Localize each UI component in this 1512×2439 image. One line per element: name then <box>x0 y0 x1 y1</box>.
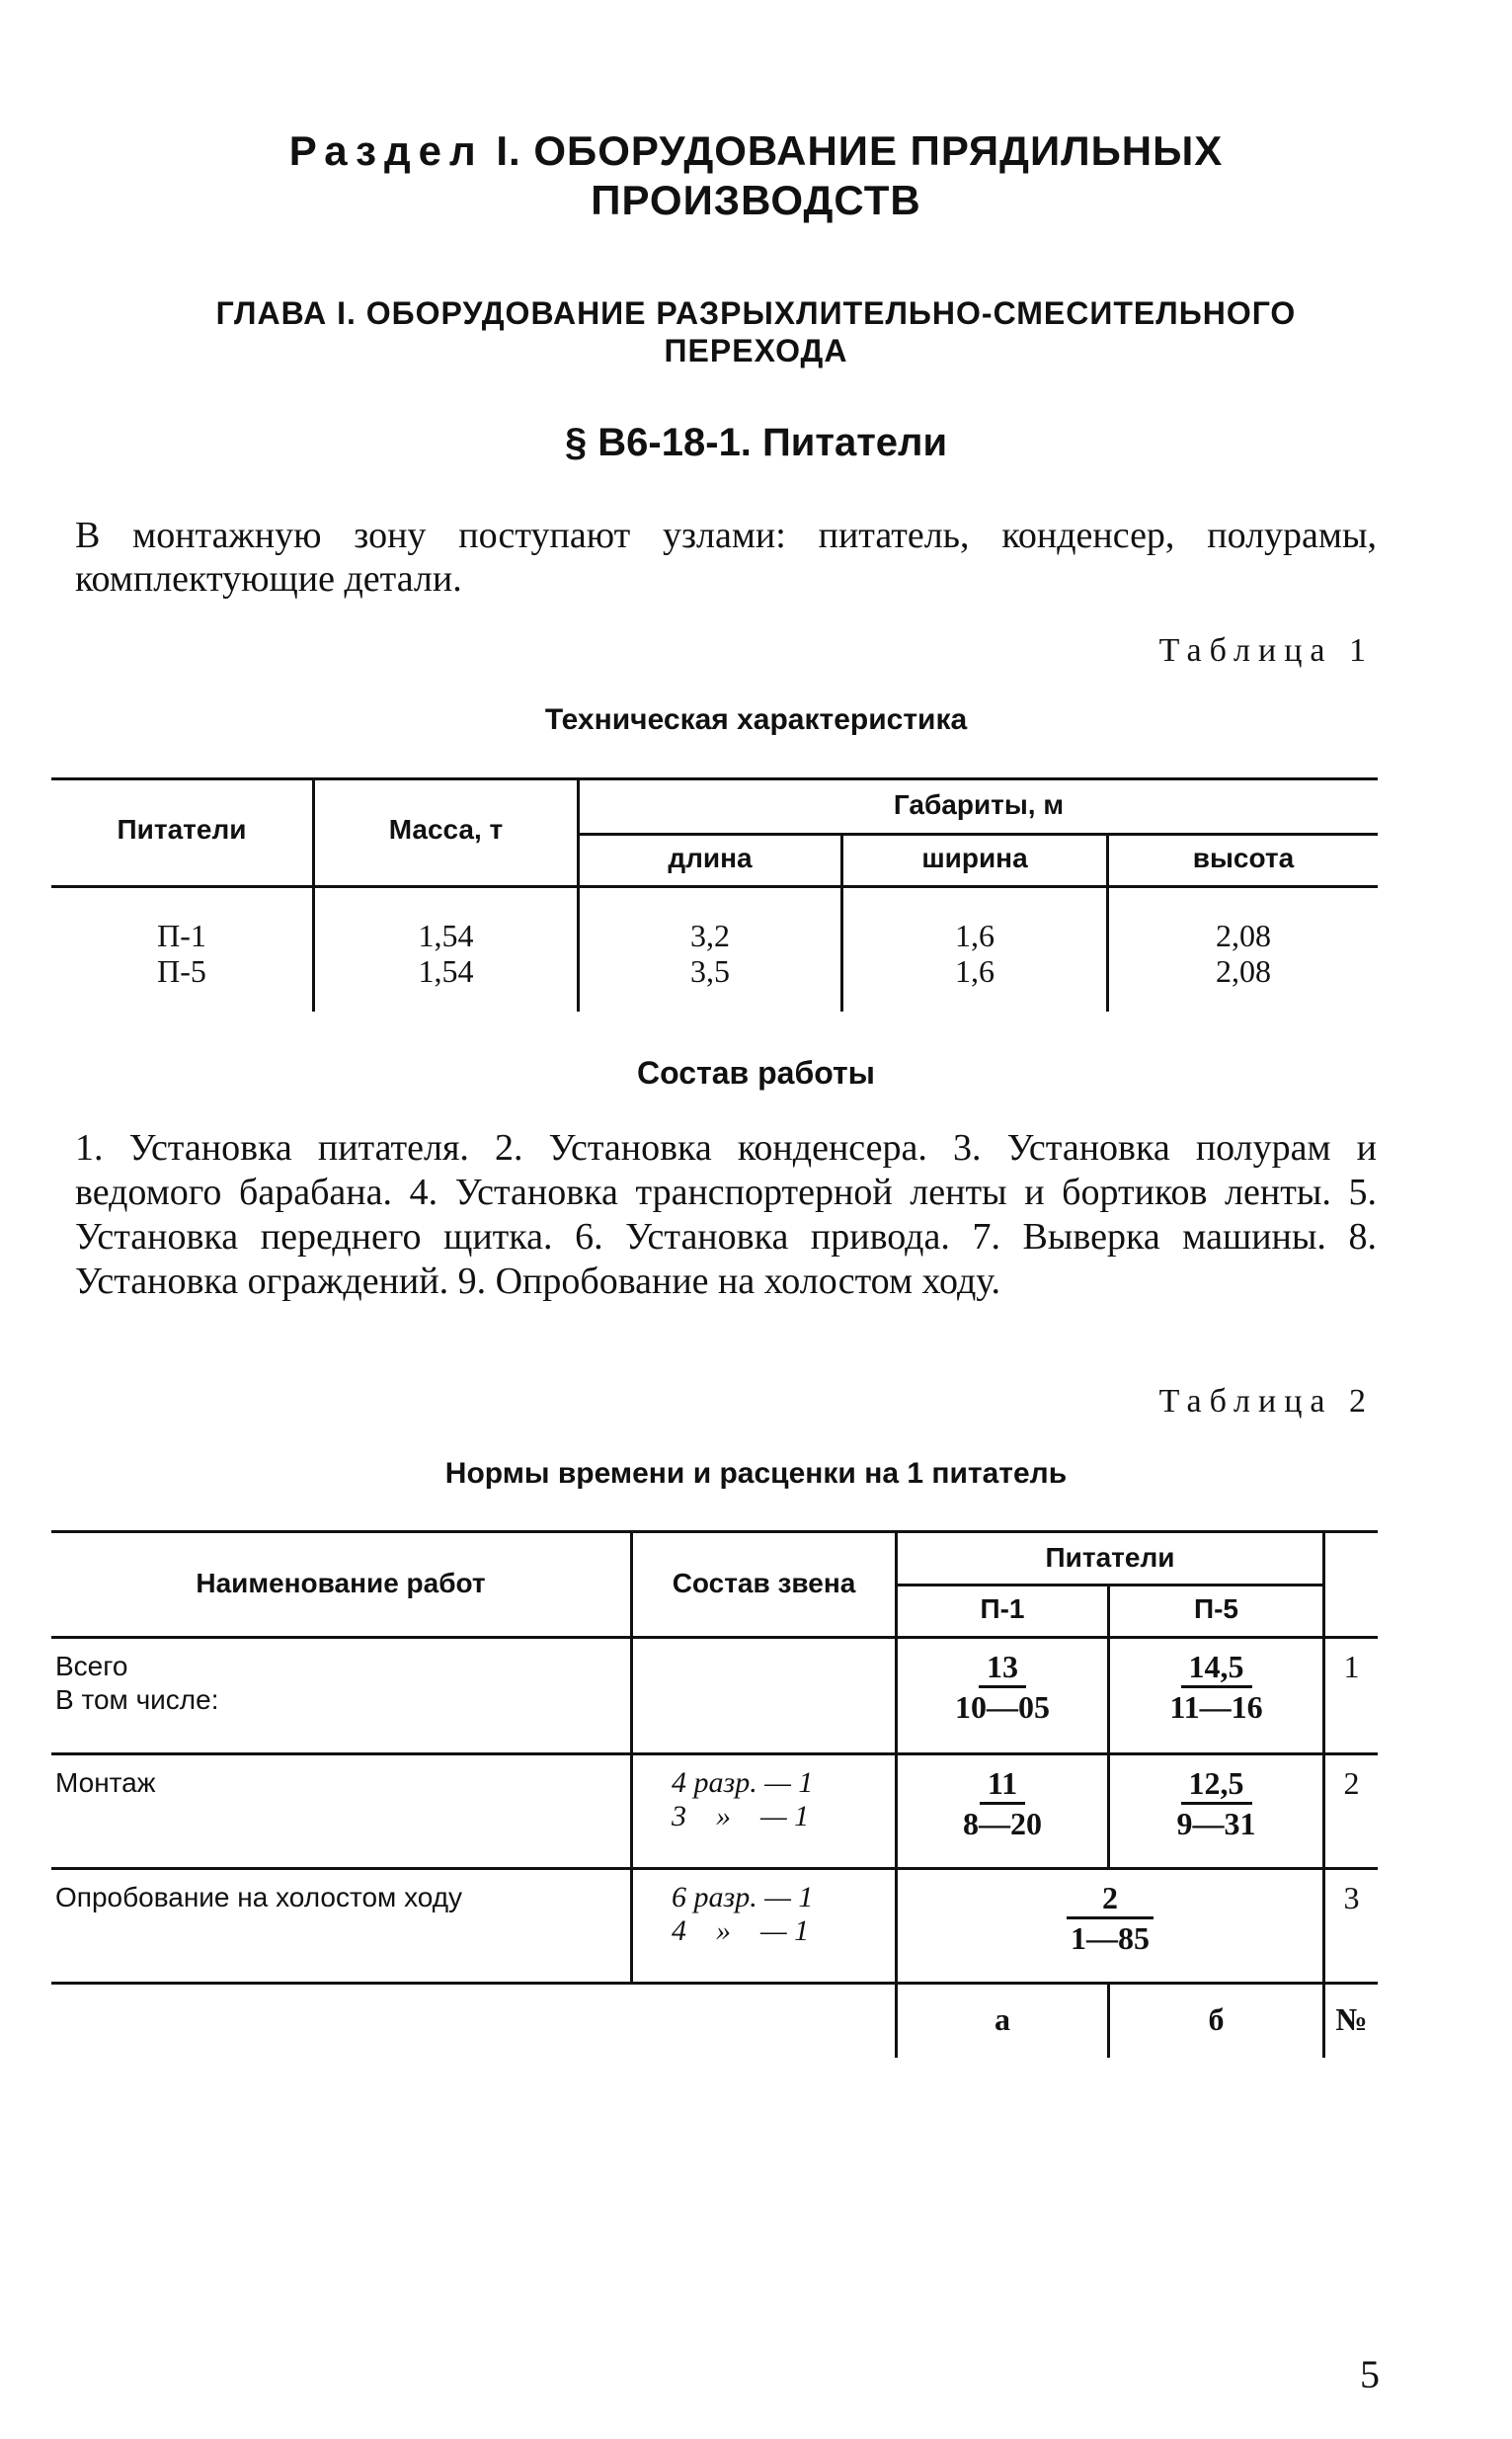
section-title-line2: ПРОИЗВОДСТВ <box>591 177 921 223</box>
table1-cell-height: 2,08 <box>1216 953 1271 989</box>
table1-caption: Техническая характеристика <box>544 703 968 736</box>
table1-header-rule <box>51 885 1378 888</box>
table1-cell-mass: 1,54 <box>418 918 474 953</box>
page-number: 5 <box>1360 2352 1380 2397</box>
table2-header-feeders: Питатели <box>1045 1542 1175 1573</box>
table2-row-rule <box>51 1752 1378 1755</box>
table2-cell-crew <box>672 1881 889 1948</box>
norm-time: 2 <box>1067 1879 1154 1919</box>
table2-cell-crew-line2: 4 » — 1 <box>672 1914 810 1947</box>
table2-footer-no: № <box>1335 2001 1368 2037</box>
table2-cell-p1-fraction <box>898 1648 1107 1726</box>
table2-label: Таблица 2 <box>1158 1383 1374 1420</box>
table1-mid-rule <box>577 833 1378 836</box>
work-text: 1. Установка питателя. 2. Установка конденсера. 3. Установка полурам и ведомого барабана. 4. Установка транспортерной ленты и бортиков ленты. 5. Установка переднего щитка. 6. Установка привода. 7. Выверка машины. 8. Установка ограждений. 9. Опробование на холостом ходу. <box>75 1127 1377 1302</box>
table2-caption: Нормы времени и расценки на 1 питатель <box>444 1457 1068 1490</box>
table1-cell-width: 1,6 <box>955 953 995 989</box>
table2-mid-rule <box>895 1584 1325 1586</box>
table1-cell-name: П-5 <box>157 953 206 989</box>
table1-cell-width: 1,6 <box>955 918 995 953</box>
table1-cell-height: 2,08 <box>1216 918 1271 953</box>
table1-label: Таблица 1 <box>1158 632 1374 669</box>
table2-cell-no: 3 <box>1343 1880 1360 1915</box>
chapter-title <box>0 294 1512 369</box>
norm-time: 13 <box>979 1648 1026 1688</box>
table2-cell-crew-line1: 6 разр. — 1 <box>672 1881 814 1913</box>
work-title: Состав работы <box>637 1055 875 1091</box>
chapter-title-line2: ПЕРЕХОДА <box>664 333 848 368</box>
rate: 10—05 <box>955 1689 1050 1725</box>
table2-row-rule <box>51 1867 1378 1870</box>
table2-footer-a: а <box>995 2001 1010 2037</box>
rate: 8—20 <box>963 1806 1042 1841</box>
section-title <box>0 126 1512 225</box>
table1-header-length: длина <box>668 843 753 873</box>
table2-cell-work: Монтаж <box>55 1767 156 1798</box>
table2-cell-work: Опробование на холостом ходу <box>55 1882 463 1912</box>
table2-cell-p5-fraction <box>1110 1764 1322 1842</box>
paragraph-title: § В6-18-1. Питатели <box>564 421 948 464</box>
norm-time: 11 <box>980 1764 1025 1805</box>
table2-header-p1: П-1 <box>980 1593 1025 1624</box>
intro-text: В монтажную зону поступают узлами: питатель, конденсер, полурамы, комплектующие детали. <box>75 515 1377 600</box>
table1-header-height: высота <box>1192 843 1295 873</box>
table2-cell-no: 1 <box>1343 1649 1360 1684</box>
table2-cell-no: 2 <box>1343 1765 1360 1801</box>
rate: 11—16 <box>1169 1689 1263 1725</box>
table2-cell-work-line1: Всего <box>55 1651 128 1681</box>
table2-cell-p1-fraction <box>898 1764 1107 1842</box>
table2-cell-crew <box>672 1766 889 1833</box>
chapter-title-line1: ГЛАВА I. ОБОРУДОВАНИЕ РАЗРЫХЛИТЕЛЬНО-СМЕСИТЕЛЬНОГО <box>215 295 1297 331</box>
table2-cell-p5-fraction <box>1110 1648 1322 1726</box>
table2-header-rule <box>51 1636 1378 1639</box>
table2-cell-work <box>55 1650 618 1717</box>
table1-cell-name: П-1 <box>157 918 206 953</box>
table2-cell-crew-line1: 4 разр. — 1 <box>672 1766 814 1799</box>
table1-header-mass: Масса, т <box>388 814 504 845</box>
table2-cell-merged-fraction <box>898 1879 1322 1957</box>
table1-header-feeders: Питатели <box>117 814 247 845</box>
table2-header-work: Наименование работ <box>196 1568 486 1598</box>
table2-header-p5: П-5 <box>1193 1593 1239 1624</box>
rate: 1—85 <box>1071 1920 1150 1956</box>
table2-footer-b: б <box>1208 2001 1225 2037</box>
section-title-prefix: Раздел <box>288 127 484 174</box>
table1-cell-length: 3,2 <box>690 918 730 953</box>
table2-cell-work-line2: В том числе: <box>55 1684 219 1715</box>
norm-time: 14,5 <box>1181 1648 1252 1688</box>
norm-time: 12,5 <box>1181 1764 1252 1805</box>
table2-bottom-rule <box>51 1982 1378 1985</box>
table2-top-rule <box>51 1530 1378 1533</box>
section-title-rest: I. ОБОРУДОВАНИЕ ПРЯДИЛЬНЫХ <box>496 127 1224 174</box>
table1-cell-length: 3,5 <box>690 953 730 989</box>
table2-cell-crew-line2: 3 » — 1 <box>672 1800 810 1832</box>
table1-header-dimensions: Габариты, м <box>893 789 1065 820</box>
table1-header-width: ширина <box>921 843 1028 873</box>
table2-header-crew: Состав звена <box>672 1568 856 1598</box>
rate: 9—31 <box>1176 1806 1256 1841</box>
table1-top-rule <box>51 777 1378 780</box>
table1-cell-mass: 1,54 <box>418 953 474 989</box>
